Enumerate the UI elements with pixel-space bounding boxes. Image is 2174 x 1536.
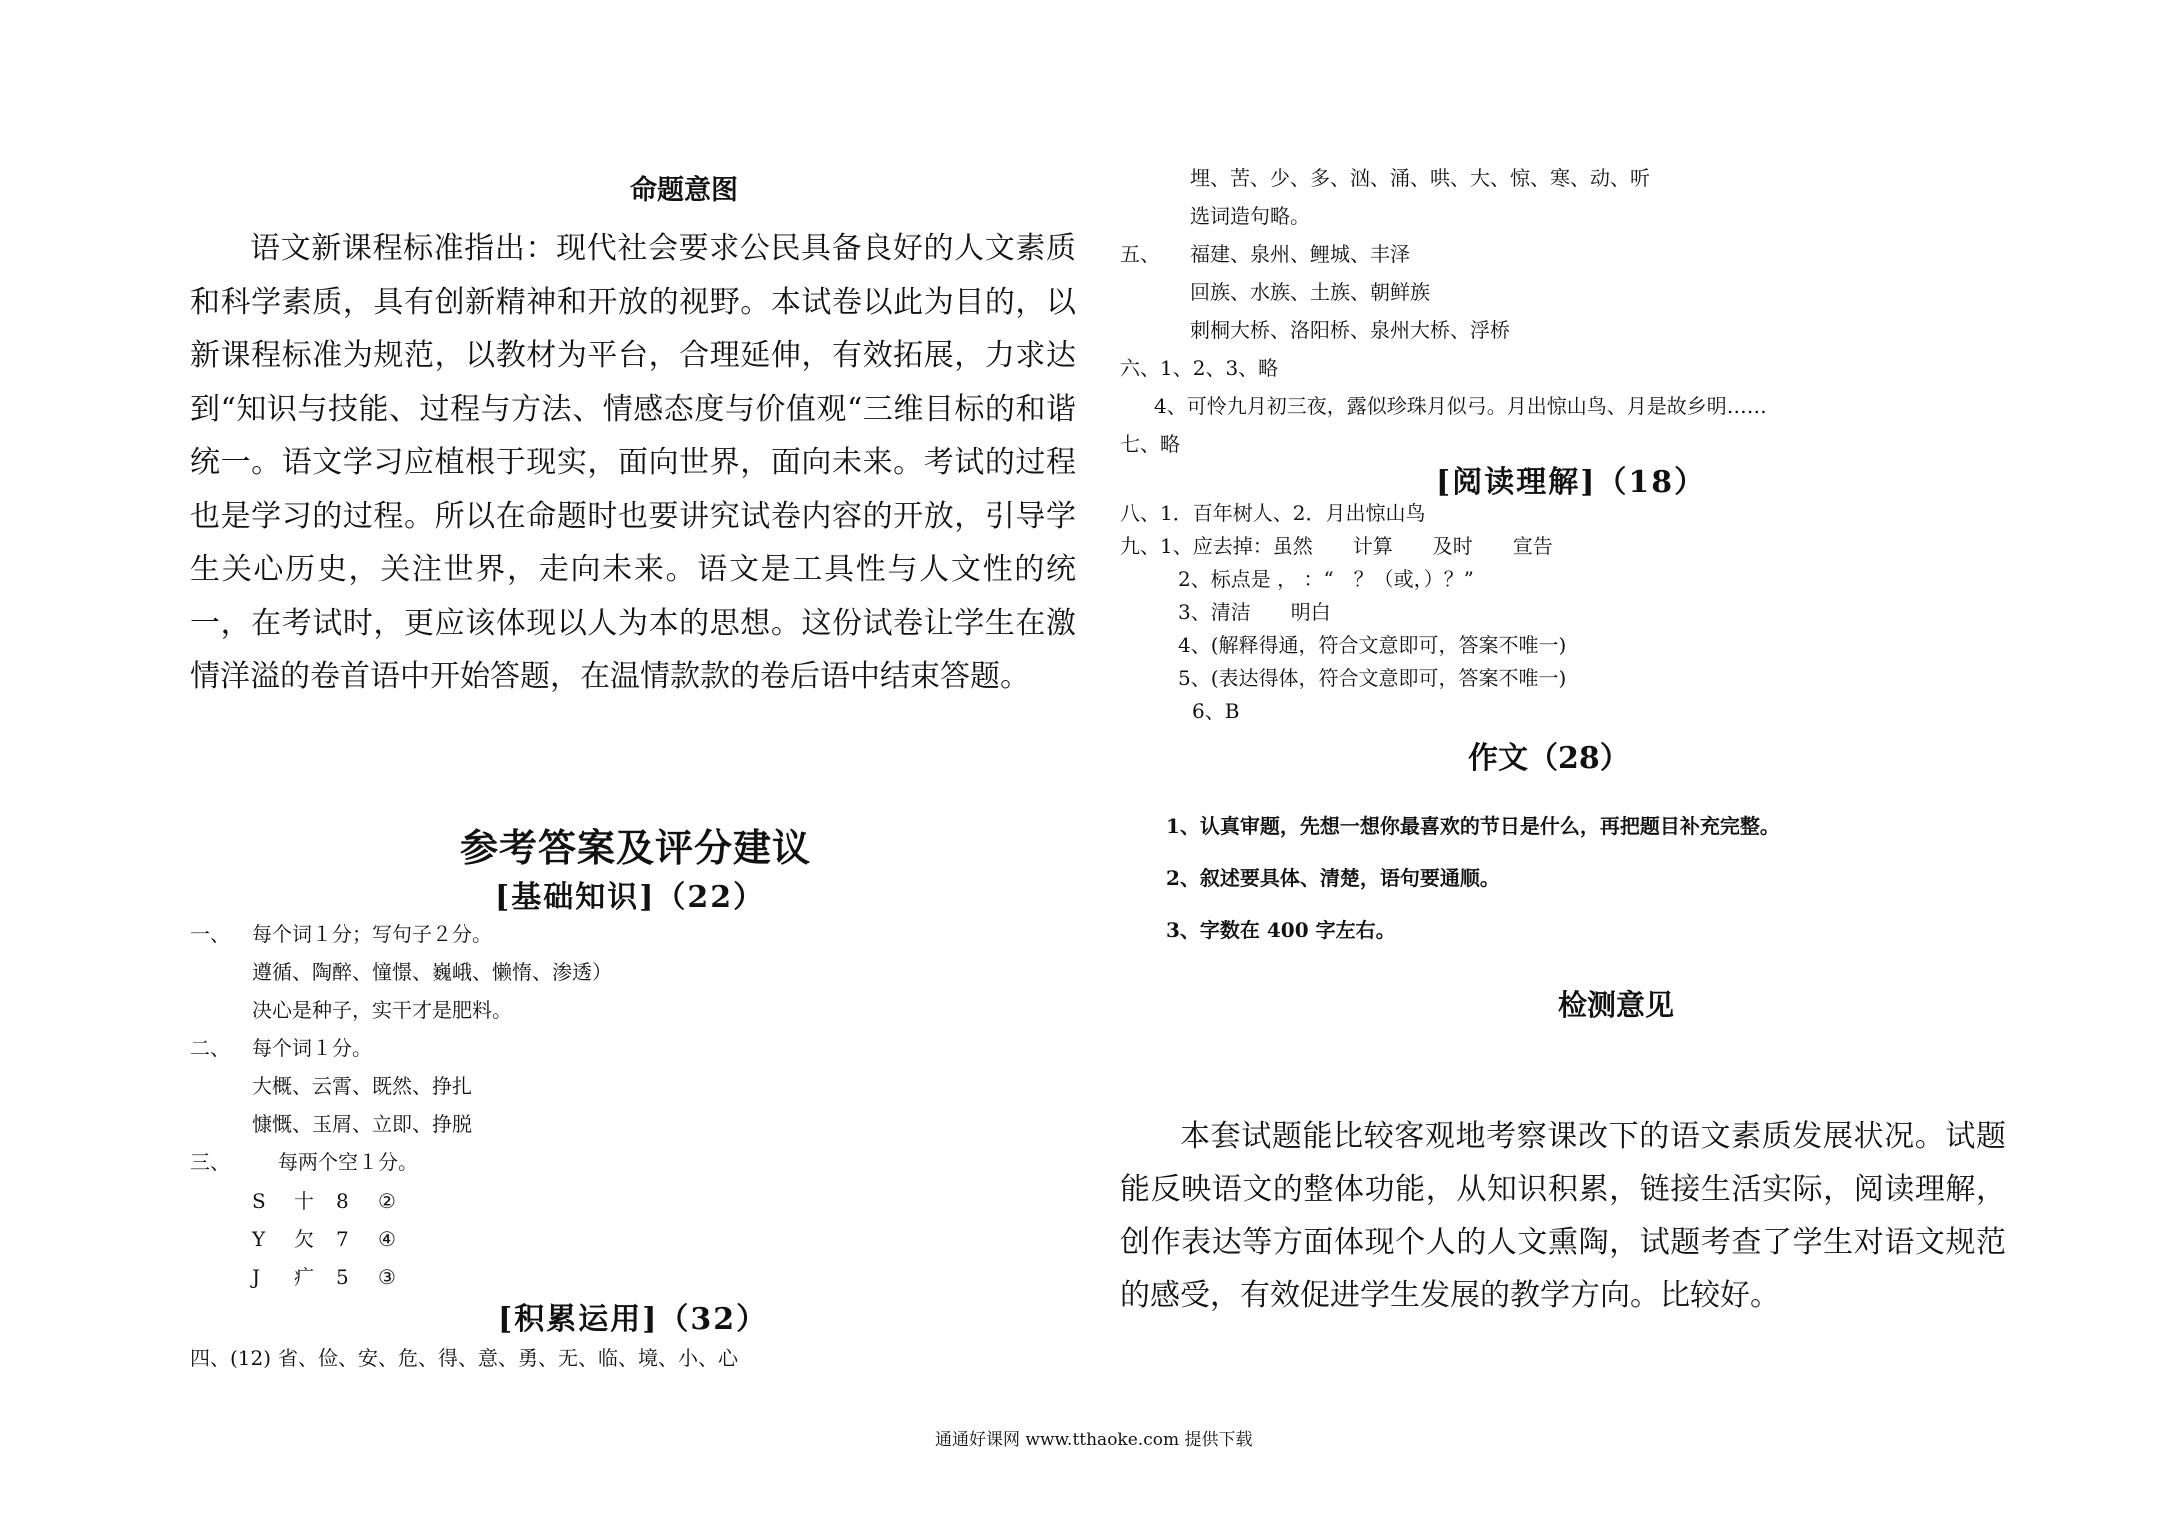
q3-cell: 疒 (294, 1265, 314, 1289)
q3-cell: 8 (336, 1189, 349, 1213)
q5-line (1120, 238, 1410, 267)
q1-answer-words: 遵循、陶醉、憧憬、巍峨、懒惰、渗透） (252, 960, 612, 984)
q5-answer-line-1: 福建、泉州、鲤城、丰泽 (1190, 242, 1410, 266)
q1-line (190, 918, 492, 947)
q3-cell: ② (378, 1189, 396, 1213)
q9-line (1120, 530, 1553, 559)
answers-heading: 参考答案及评分建议 (460, 825, 812, 870)
q9-label: 九、 (1120, 534, 1160, 558)
q3-cell: 7 (336, 1227, 349, 1251)
q9-answer-2: 2、标点是 ， ：“ ？（或，）？” (1178, 567, 1474, 591)
q3-row (252, 1261, 420, 1290)
q3-cell: Y (252, 1227, 266, 1251)
q3-cell: S (252, 1189, 266, 1213)
q3-line (190, 1146, 418, 1175)
reading-heading: [阅读理解]（18） (1436, 465, 1707, 500)
q4-label: 四、(12) (190, 1346, 272, 1370)
q3-cell: 5 (336, 1265, 349, 1289)
q9-answer-6: 6、B (1192, 699, 1240, 723)
q4-continued-line-1: 埋、苦、少、多、汹、涌、哄、大、惊、寒、动、听 (1190, 166, 1650, 190)
q3-row (252, 1223, 420, 1252)
q3-cell: ④ (378, 1227, 396, 1251)
q9-answer-1: 1、应去掉：虽然 计算 及时 宣告 (1160, 534, 1553, 558)
composition-heading: 作文（28） (1468, 741, 1630, 776)
q6-line-2: 4、可怜九月初三夜，露似珍珠月似弓。月出惊山鸟、月是故乡明…… (1154, 394, 1767, 418)
q8-line: 八、1．百年树人、2．月出惊山鸟 (1120, 501, 1426, 525)
q3-label: 三、 (190, 1150, 230, 1174)
q6-line-1: 六、1、2、3、略 (1120, 356, 1279, 380)
opinion-paragraph: 本套试题能比较客观地考察课改下的语文素质发展状况。试题能反映语文的整体功能，从知识积累，链接生活实际，阅读理解，创作表达等方面体现个人的人文熏陶，试题考查了学生对语文规范的感受，有效促进学生发展的教学方向。比较好。 (1120, 1119, 2006, 1313)
q9-answer-3: 3、清洁 明白 (1178, 600, 1331, 624)
writing-item: 1、认真审题，先想一想你最喜欢的节日是什么，再把题目补充完整。 (1166, 814, 1780, 838)
q1-answer-sentence: 决心是种子，实干才是肥料。 (252, 998, 512, 1022)
q2-label: 二、 (190, 1036, 230, 1060)
q3-text: 每两个空１分。 (278, 1150, 418, 1174)
q2-answer-line-2: 慷慨、玉屑、立即、挣脱 (252, 1112, 472, 1136)
opinion-heading: 检测意见 (1558, 988, 1675, 1022)
q7-line: 七、略 (1120, 432, 1180, 456)
intent-paragraph: 语文新课程标准指出：现代社会要求公民具备良好的人文素质和科学素质，具有创新精神和开放的视野。本试卷以此为目的，以新课程标准为规范，以教材为平台，合理延伸，有效拓展，力求达到“知识与技能、过程与方法、情感态度与价值观“三维目标的和谐统一。语文学习应植根于现实，面向世界，面向未来。考试的过程也是学习的过程。所以在命题时也要讲究试卷内容的开放，引导学生关心历史，关注世界，走向未来。语文是工具性与人文性的统一，在考试时，更应该体现以人为本的思想。这份试卷让学生在激情洋溢的卷首语中开始答题，在温情款款的卷后语中结束答题。 (190, 231, 1076, 694)
q2-answer-line-1: 大概、云霄、既然、挣扎 (252, 1074, 472, 1098)
basic-knowledge-heading: [基础知识]（22） (495, 880, 766, 915)
q3-cell: 十 (294, 1189, 314, 1213)
q5-answer-line-2: 回族、水族、土族、朝鲜族 (1190, 280, 1430, 304)
accumulation-heading: [积累运用]（32） (498, 1302, 769, 1337)
q3-cell: ③ (378, 1265, 396, 1289)
q1-text: 每个词１分；写句子２分。 (252, 922, 492, 946)
q2-text: 每个词１分。 (252, 1036, 372, 1060)
q4-line (190, 1342, 738, 1371)
q5-answer-line-3: 刺桐大桥、洛阳桥、泉州大桥、浮桥 (1190, 318, 1510, 342)
q3-cell: J (252, 1265, 261, 1289)
q1-label: 一、 (190, 922, 230, 946)
q2-line (190, 1032, 372, 1061)
q4-continued-line-2: 选词造句略。 (1190, 204, 1310, 228)
q3-cell: 欠 (294, 1227, 314, 1251)
q4-text: 省、俭、安、危、得、意、勇、无、临、境、小、心 (278, 1346, 738, 1370)
footer-source: 通通好课网 www.tthaoke.com 提供下载 (935, 1430, 1253, 1450)
q5-label: 五、 (1120, 242, 1160, 266)
intent-heading: 命题意图 (630, 175, 738, 206)
q9-answer-5: 5、(表达得体，符合文意即可，答案不唯一) (1178, 666, 1567, 690)
q3-row (252, 1185, 420, 1214)
writing-item: 2、叙述要具体、清楚，语句要通顺。 (1166, 866, 1500, 890)
q9-answer-4: 4、(解释得通，符合文意即可，答案不唯一) (1178, 633, 1567, 657)
writing-item: 3、字数在 400 字左右。 (1166, 918, 1396, 942)
